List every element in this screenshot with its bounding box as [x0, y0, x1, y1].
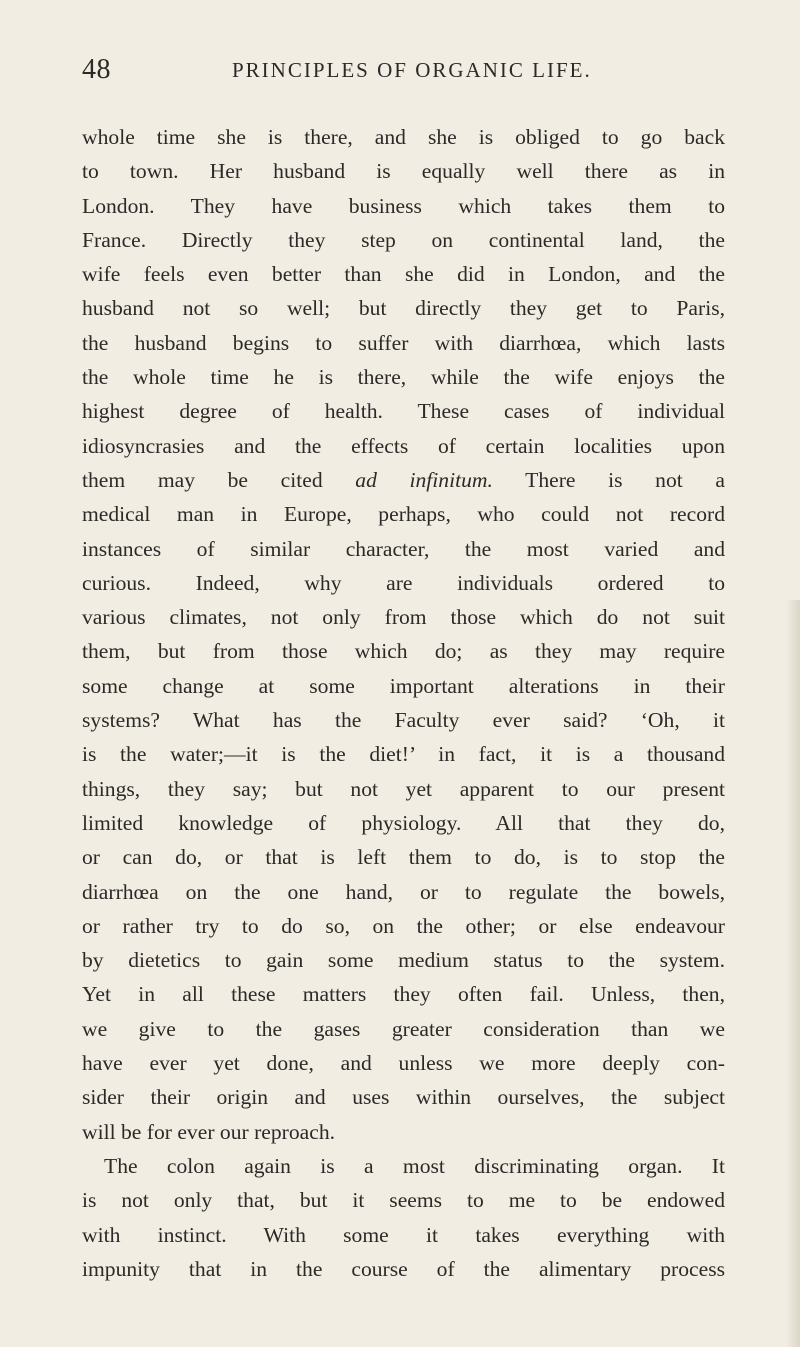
text-line: wife feels even better than she did in London, and the [82, 262, 725, 287]
text-line: by dietetics to gain some medium status to the system. [82, 948, 725, 973]
text-line: is not only that, but it seems to me to be endowed [82, 1188, 725, 1213]
text-line-with-italic [82, 463, 725, 497]
text-line: London. They have business which takes them to [82, 193, 725, 218]
text-line: have ever yet done, and unless we more deeply con- [82, 1051, 725, 1076]
text-line: highest degree of health. These cases of individual [82, 399, 725, 424]
text-line: instances of similar character, the most varied and [82, 536, 725, 561]
page-header [82, 50, 722, 90]
text-line: diarrhœa on the one hand, or to regulate the bowels, [82, 879, 725, 904]
text-segment: them may be cited [82, 467, 323, 492]
text-line: Yet in all these matters they often fail. Unless, then, [82, 982, 725, 1007]
text-line: medical man in Europe, perhaps, who could not record [82, 502, 725, 527]
text-line: will be for ever our reproach. [82, 1119, 336, 1144]
text-line: sider their origin and uses within ourselves, the subject [82, 1085, 725, 1110]
text-line: to town. Her husband is equally well there as in [82, 159, 725, 184]
text-line: curious. Indeed, why are individuals ordered to [82, 570, 725, 595]
text-line: the husband begins to suffer with diarrhœa, which lasts [82, 330, 725, 355]
page-number: 48 [82, 54, 111, 85]
page-edge-shadow [786, 600, 800, 1347]
text-line: we give to the gases greater consideration than we [82, 1016, 725, 1041]
text-line: idiosyncrasies and the effects of certain localities upon [82, 433, 725, 458]
text-segment: There is not a [525, 467, 725, 492]
text-line: things, they say; but not yet apparent to our present [82, 776, 725, 801]
text-line: some change at some important alterations in their [82, 673, 725, 698]
body-text [82, 120, 725, 1286]
text-line: The colon again is a most discriminating organ. It [104, 1153, 725, 1178]
text-line: the whole time he is there, while the wife enjoys the [82, 365, 725, 390]
text-line: limited knowledge of physiology. All that they do, [82, 810, 725, 835]
text-line: or rather try to do so, on the other; or else endeavour [82, 913, 725, 938]
text-line: whole time she is there, and she is obliged to go back [82, 125, 725, 149]
text-line: various climates, not only from those which do not suit [82, 605, 725, 630]
text-line: with instinct. With some it takes everything with [82, 1222, 725, 1247]
text-line: husband not so well; but directly they get to Paris, [82, 296, 725, 321]
text-line: is the water;—it is the diet!’ in fact, it is a thousand [82, 742, 725, 767]
text-line: France. Directly they step on continental land, the [82, 227, 725, 252]
text-line: systems? What has the Faculty ever said? ‘Oh, it [82, 708, 725, 733]
text-line: or can do, or that is left them to do, is to stop the [82, 845, 725, 870]
italic-phrase: ad infinitum. [355, 467, 493, 492]
text-line: impunity that in the course of the alimentary process [82, 1256, 725, 1281]
running-head: PRINCIPLES OF ORGANIC LIFE. [232, 58, 592, 82]
text-line: them, but from those which do; as they may require [82, 639, 725, 664]
